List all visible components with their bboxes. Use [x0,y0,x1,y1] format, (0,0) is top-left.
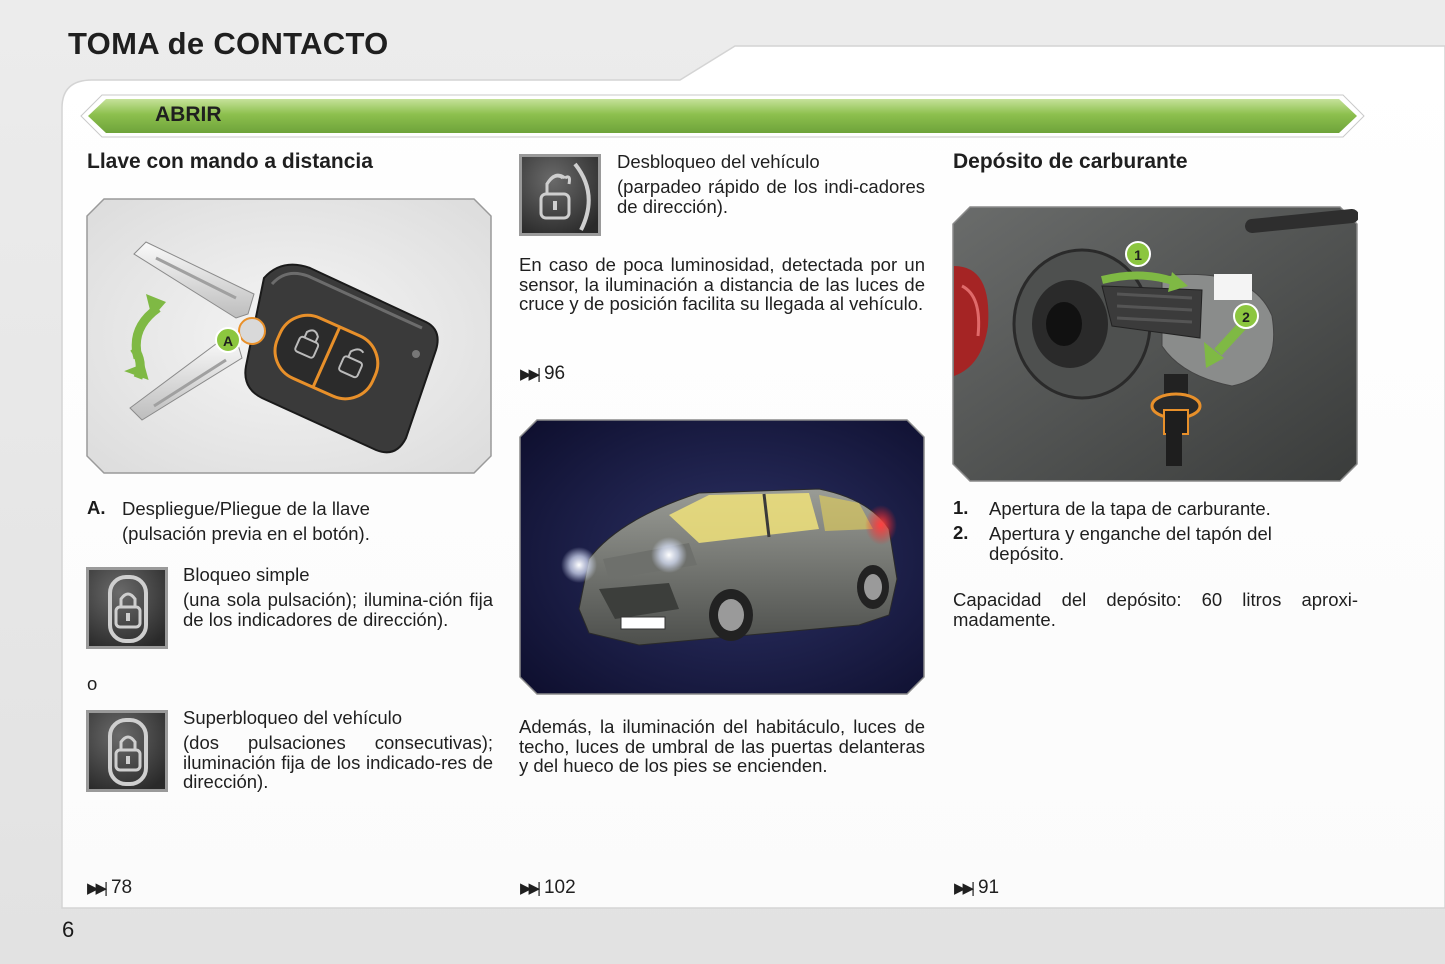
or-text: o [87,673,98,694]
unlock-button-icon [519,154,601,236]
superlock-text: (dos pulsaciones consecutivas); iluminación fija de los indicado-res de dirección). [183,732,493,792]
callout-1-label: 1 [1134,247,1142,263]
section-label: ABRIR [155,103,222,126]
interior-lighting-paragraph: Además, la iluminación del habitáculo, luces de techo, luces de umbral de las puertas delanteras y del hueco de los pies se encienden. [519,716,925,776]
page-ref-number: 78 [110,877,133,898]
lock-title: Bloqueo simple [183,564,310,585]
page-ref-91[interactable] [954,877,999,899]
lock-button-icon [86,567,168,649]
page-title: TOMA de CONTACTO [68,26,389,61]
remote-key-illustration [86,198,492,474]
page-number: 6 [62,917,75,942]
page-ref-number: 102 [543,877,576,898]
page-ref-96[interactable] [520,363,565,385]
fuel-cap-illustration [952,206,1358,482]
car-night-illustration [519,419,925,695]
callout-2-label: 2 [1242,309,1250,325]
step-2-number: 2. [953,522,969,543]
page-ref-78[interactable] [87,877,132,899]
step-1-number: 1. [953,497,969,518]
fuel-tank-title: Depósito de carburante [953,150,1188,173]
page-ref-number: 96 [543,363,566,384]
remote-key-title: Llave con mando a distancia [87,150,373,173]
lock-text: (una sola pulsación); ilumina-ción fija de los indicadores de dirección). [183,589,493,630]
page-ref-number: 91 [977,877,1000,898]
item-a-line1: Despliegue/Pliegue de la llave [122,498,370,519]
page-ref-102[interactable] [520,877,576,899]
page-ref-arrow-icon: ▶▶| [87,880,105,897]
page-ref-arrow-icon: ▶▶| [520,366,538,383]
step-1-text: Apertura de la tapa de carburante. [989,498,1271,519]
callout-a-label: A [222,333,234,349]
section-banner [80,94,1365,138]
page-ref-arrow-icon: ▶▶| [520,880,538,897]
item-a-line2: (pulsación previa en el botón). [122,523,370,544]
sensor-paragraph: En caso de poca luminosidad, detectada por un sensor, la iluminación a distancia de las luces de cruce y de posición facilita su llegada al vehículo. [519,254,925,314]
superlock-title: Superbloqueo del vehículo [183,707,403,728]
unlock-text: (parpadeo rápido de los indi-cadores de dirección). [617,176,925,217]
page-ref-arrow-icon: ▶▶| [954,880,972,897]
step-2-text: Apertura y enganche del tapón del depósito. [989,523,1272,564]
superlock-button-icon [86,710,168,792]
unlock-title: Desbloqueo del vehículo [617,151,820,172]
capacity-text: Capacidad del depósito: 60 litros aproxi-madamente. [953,589,1358,630]
item-a-letter: A. [87,497,106,518]
